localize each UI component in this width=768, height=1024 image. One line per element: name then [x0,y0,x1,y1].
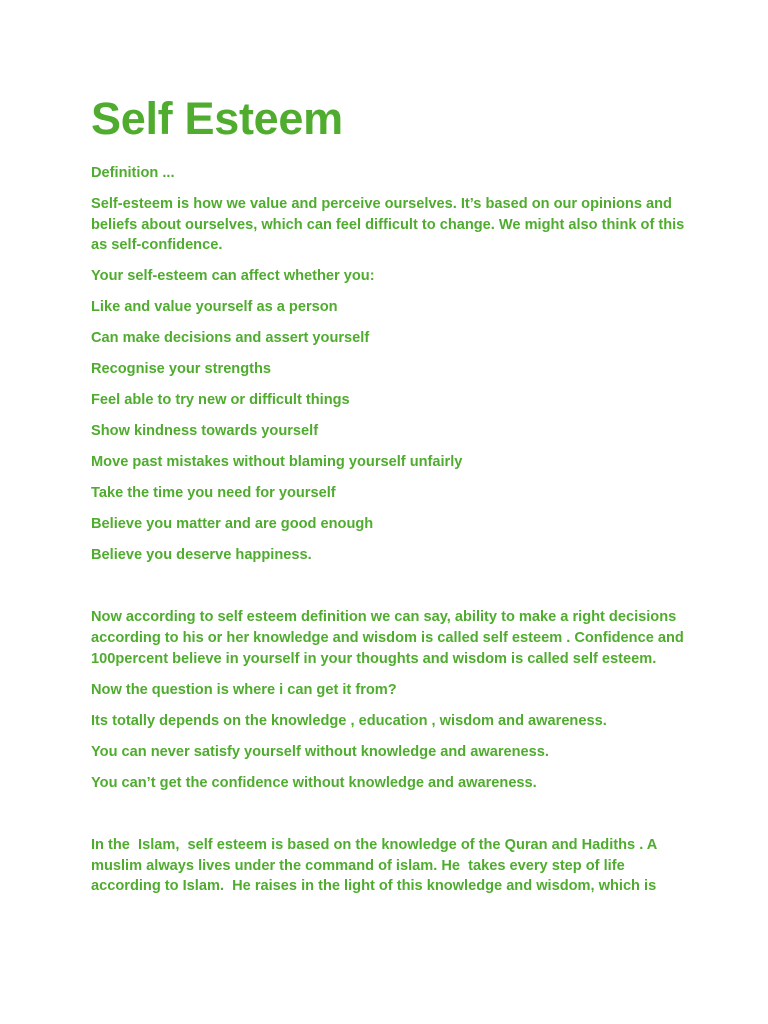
islam-paragraph: In the Islam, self esteem is based on the knowledge of the Quran and Hadiths . A muslim always lives under the command of islam. He takes every step of life according to Islam. He raises in the light of this knowledge and wisdom, which is [91,836,661,895]
list-item: Believe you matter and are good enough [91,516,374,533]
list-item: Show kindness towards yourself [91,423,319,440]
body-paragraph: You can’t get the confidence without knowledge and awareness. [91,774,537,791]
list-item: Take the time you need for yourself [91,485,336,502]
list-item: Like and value yourself as a person [91,299,338,316]
list-item: Believe you deserve happiness. [91,547,312,564]
list-item: Can make decisions and assert yourself [91,330,370,347]
body-paragraph: Now according to self esteem definition we can say, ability to make a right decisions according to his or her knowledge and wisdom is called self esteem . Confidence and 100percent believe in yourself in your thoughts and wisdom is called self esteem. [91,609,688,667]
document-body [91,93,691,897]
document-title: Self Esteem [91,93,343,144]
affects-intro: Your self-esteem can affect whether you: [91,268,375,285]
body-paragraph: Now the question is where i can get it from? [91,681,397,698]
list-item: Recognise your strengths [91,361,272,378]
definition-heading: Definition ... [91,165,175,181]
body-paragraph: Its totally depends on the knowledge , education , wisdom and awareness. [91,712,607,729]
definition-paragraph: Self-esteem is how we value and perceive ourselves. It’s based on our opinions and beliefs about ourselves, which can feel difficult to change. We might also think of this as self-confidence. [91,196,689,254]
body-paragraph: You can never satisfy yourself without knowledge and awareness. [91,743,549,760]
list-item: Move past mistakes without blaming yourself unfairly [91,454,463,471]
list-item: Feel able to try new or difficult things [91,392,350,409]
